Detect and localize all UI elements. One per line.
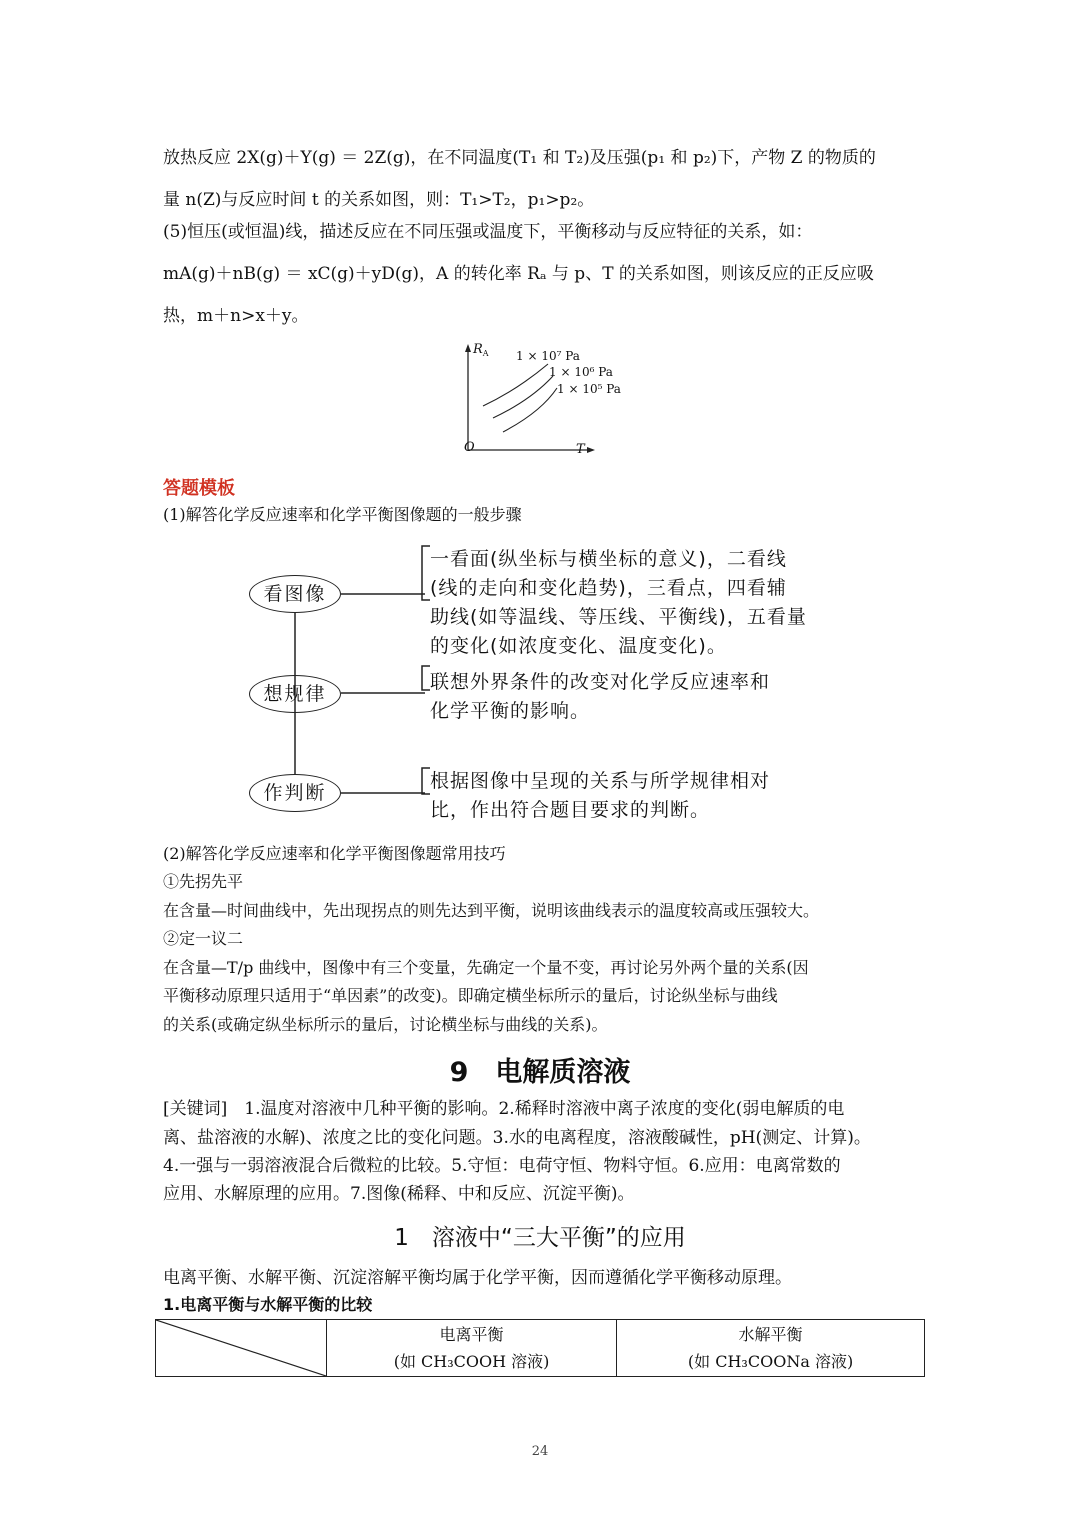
y-axis-sub: A <box>482 349 489 358</box>
section-9-title: 9 电解质溶液 <box>449 1057 631 1088</box>
node-judge: 作判断 <box>249 774 341 812</box>
step1-title: (1)解答化学反应速率和化学平衡图像题的一般步骤 <box>163 505 522 524</box>
node-think-desc: 联想外界条件的改变对化学反应速率和 化学平衡的影响。 <box>430 671 771 722</box>
curve-1e6 <box>493 376 553 418</box>
keywords-line-1: [关键词] 1.温度对溶液中几种平衡的影响。2.稀释时溶液中离子浓度的变化(弱电解质的电 <box>163 1099 845 1119</box>
para-line-2: 量 n(Z)与反应时间 t 的关系如图，则：T₁>T₂，p₁>p₂。 <box>163 190 595 210</box>
curve-label-1e6: 1 × 10⁶ Pa <box>549 365 613 379</box>
page-number: 24 <box>531 1444 549 1459</box>
tip2-line-1: 在含量—T/p 曲线中，图像中有三个变量，先确定一个量不变，再讨论另外两个量的关系(因 <box>163 958 809 977</box>
node-look-desc: 一看面(纵坐标与横坐标的意义)，二看线 (线的走向和变化趋势)，三看点，四看辅 助线(如等温线、等压线、平衡线)，五看量 的变化(如浓度变化、温度变化)。 <box>430 548 807 657</box>
keywords-line-4: 应用、水解原理的应用。7.图像(稀释、中和反应、沉淀平衡)。 <box>163 1184 635 1204</box>
subsection-intro: 电离平衡、水解平衡、沉淀溶解平衡均属于化学平衡，因而遵循化学平衡移动原理。 <box>163 1268 792 1288</box>
para-line-1: 放热反应 2X(g)＋Y(g) ＝ 2Z(g)，在不同温度(T₁ 和 T₂)及压强(p₁ 和 p₂)下，产物 Z 的物质的 <box>163 148 876 168</box>
tip1-title: ①先拐先平 <box>163 872 244 891</box>
keywords-line-2: 离、盐溶液的水解)、浓度之比的变化问题。3.水的电离程度，溶液酸碱性，pH(测定、计算)。 <box>163 1128 871 1148</box>
keywords-label: [关键词] <box>163 1099 228 1119</box>
x-axis-label: T <box>576 442 585 457</box>
para-line-4: mA(g)＋nB(g) ＝ xC(g)＋yD(g)，A 的转化率 Rₐ 与 p、T 的关系如图，则该反应的正反应吸 <box>163 264 874 284</box>
x-axis-arrow <box>587 447 595 453</box>
comparison-table <box>155 1319 925 1377</box>
subsection-1-title: 1 溶液中“三大平衡”的应用 <box>394 1225 686 1251</box>
curve-label-1e7: 1 × 10⁷ Pa <box>516 349 580 363</box>
node-judge-desc: 根据图像中呈现的关系与所学规律相对 比，作出符合题目要求的判断。 <box>430 770 771 821</box>
tip1-text: 在含量—时间曲线中，先出现拐点的则先达到平衡，说明该曲线表示的温度较高或压强较大。 <box>163 901 820 920</box>
node-look-graph: 看图像 <box>249 575 341 613</box>
table-header-ionization: 电离平衡 (如 CH₃COOH 溶液) <box>327 1320 617 1377</box>
tip2-line-2: 平衡移动原理只适用于“单因素”的改变)。即确定横坐标所示的量后，讨论纵坐标与曲线 <box>163 986 778 1005</box>
step2-title: (2)解答化学反应速率和化学平衡图像题常用技巧 <box>163 844 506 863</box>
y-axis-label: $R_A$ <box>473 342 489 358</box>
curve-label-1e5: 1 × 10⁵ Pa <box>557 382 621 396</box>
diagonal-line <box>156 1320 326 1376</box>
keywords-line-3: 4.一强与一弱溶液混合后微粒的比较。5.守恒：电荷守恒、物料守恒。6.应用：电离常数的 <box>163 1156 841 1176</box>
node-think-rules: 想规律 <box>249 675 341 713</box>
table-corner-cell <box>156 1320 327 1377</box>
template-heading: 答题模板 <box>163 478 235 499</box>
tip2-title: ②定一议二 <box>163 929 244 948</box>
tip2-line-3: 的关系(或确定纵坐标所示的量后，讨论横坐标与曲线的关系)。 <box>163 1015 608 1034</box>
table-header-hydrolysis: 水解平衡 (如 CH₃COONa 溶液) <box>617 1320 925 1377</box>
y-axis-arrow <box>465 344 471 352</box>
para-line-5: 热，m＋n>x＋y。 <box>163 306 309 326</box>
para-line-3: (5)恒压(或恒温)线，描述反应在不同压强或温度下，平衡移动与反应特征的关系，如： <box>163 222 813 242</box>
curve-1e5 <box>503 388 557 432</box>
curve-1e7 <box>483 364 548 406</box>
origin-label: O <box>464 440 475 455</box>
table-title: 1.电离平衡与水解平衡的比较 <box>163 1295 373 1314</box>
